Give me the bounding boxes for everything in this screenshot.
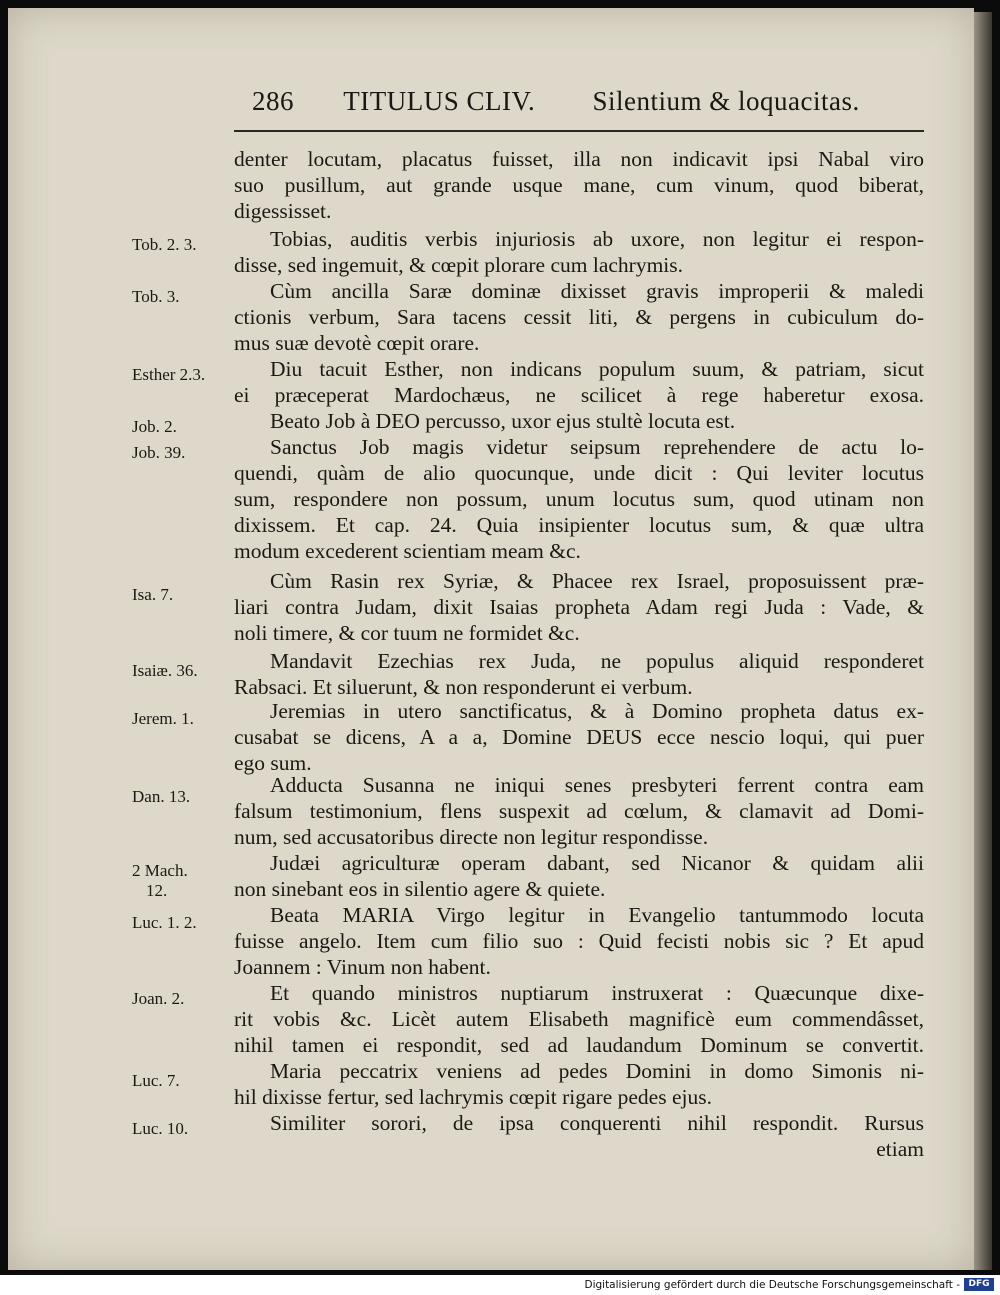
text-line: hil dixisse fertur, sed lachrymis cœpit rigare pedes ejus. [234, 1085, 712, 1109]
text-line: nihil tamen ei respondit, sed ad laudandum Dominum se convertit. [234, 1033, 924, 1057]
margin-reference: Job. 39. [132, 443, 186, 462]
chapter-subtitle: Silentium & loquacitas. [592, 86, 860, 116]
text-line: non sinebant eos in silentio agere & quiete. [234, 877, 606, 901]
margin-reference: Tob. 3. [132, 287, 180, 306]
text-line: Adducta Susanna ne iniqui senes presbyteri ferrent contra eam [270, 773, 924, 797]
text-line: ctionis verbum, Sara tacens cessit liti, & pergens in cubiculum do- [234, 305, 924, 329]
text-line: Diu tacuit Esther, non indicans populum suum, & patriam, sicut [270, 357, 924, 381]
margin-reference: Jerem. 1. [132, 709, 194, 728]
text-line: noli timere, & cor tuum ne formidet &c. [234, 621, 580, 645]
text-line: mus suæ devotè cœpit orare. [234, 331, 480, 355]
text-line: Rabsaci. Et siluerunt, & non responderunt ei verbum. [234, 675, 693, 699]
text-line: Et quando ministros nuptiarum instruxerat : Quæcunque dixe- [270, 981, 924, 1005]
text-line: falsum testimonium, flens suspexit ad cœlum, & clamavit ad Domi- [234, 799, 924, 823]
text-line: ego sum. [234, 751, 312, 775]
text-line: Maria peccatrix veniens ad pedes Domini in domo Simonis ni- [270, 1059, 924, 1083]
text-line: suo pusillum, aut grande usque mane, cum vinum, quod biberat, [234, 173, 924, 197]
text-line: sum, respondere non possum, unum locutus sum, quod utinam non [234, 487, 924, 511]
text-line: Cùm ancilla Saræ dominæ dixisset gravis improperii & maledi [270, 279, 924, 303]
text-line: quendi, quàm de alio quocunque, unde dicit : Qui leviter locutus [234, 461, 924, 485]
text-line: num, sed accusatoribus directe non legitur respondisse. [234, 825, 709, 849]
margin-reference: Luc. 10. [132, 1119, 189, 1138]
margin-reference: Job. 2. [132, 417, 177, 436]
text-line: Cùm Rasin rex Syriæ, & Phacee rex Israel, proposuissent præ- [270, 569, 924, 593]
text-line: Jeremias in utero sanctificatus, & à Domino propheta datus ex- [270, 699, 924, 723]
catchword: etiam [876, 1137, 924, 1161]
margin-reference: Esther 2.3. [132, 365, 206, 384]
text-line: Sanctus Job magis videtur seipsum reprehendere de actu lo- [270, 435, 924, 459]
dfg-logo: DFG [964, 1278, 994, 1291]
margin-reference: 12. [146, 881, 168, 900]
margin-reference: Isaiæ. 36. [132, 661, 198, 680]
margin-reference: Isa. 7. [132, 585, 174, 604]
text-line: Beato Job à DEO percusso, uxor ejus stultè locuta est. [270, 409, 736, 433]
text-line: cusabat se dicens, A a a, Domine DEUS ecce nescio loqui, qui puer [234, 725, 924, 749]
text-line: Judæi agriculturæ operam dabant, sed Nicanor & quidam alii [270, 851, 924, 875]
text-line: liari contra Judam, dixit Isaias propheta Adam regi Juda : Vade, & [234, 595, 924, 619]
text-line: Mandavit Ezechias rex Juda, ne populus aliquid responderet [270, 649, 924, 673]
text-line: Beata MARIA Virgo legitur in Evangelio tantummodo locuta [270, 903, 924, 927]
margin-reference: Joan. 2. [132, 989, 185, 1008]
text-line: ei præceperat Mardochæus, ne scilicet à rege haberetur exosa. [234, 383, 924, 407]
text-line: dixissem. Et cap. 24. Quia insipienter locutus sum, & quæ ultra [234, 513, 924, 537]
text-line: Tobias, auditis verbis injuriosis ab uxore, non legitur ei respon- [270, 227, 924, 251]
margin-reference: Luc. 1. 2. [132, 913, 197, 932]
text-line: Similiter sorori, de ipsa conquerenti nihil respondit. Rursus [270, 1111, 924, 1135]
text-line: modum excederent scientiam meam &c. [234, 539, 581, 563]
margin-reference: Tob. 2. 3. [132, 235, 197, 254]
text-line: rit vobis &c. Licèt autem Elisabeth magnificè eum commendâsset, [234, 1007, 924, 1031]
margin-reference: Luc. 7. [132, 1071, 180, 1090]
margin-reference: Dan. 13. [132, 787, 191, 806]
chapter-title: TITULUS CLIV. [343, 86, 536, 116]
text-line: disse, sed ingemuit, & cœpit plorare cum lachrymis. [234, 253, 684, 277]
footer-credit: Digitalisierung gefördert durch die Deutsche Forschungsgemeinschaft - [584, 1279, 960, 1291]
margin-reference: 2 Mach. [132, 861, 188, 880]
text-line: denter locutam, placatus fuisset, illa non indicavit ipsi Nabal viro [234, 147, 924, 171]
text-line: Joannem : Vinum non habent. [234, 955, 491, 979]
text-line: fuisse angelo. Item cum filio suo : Quid fecisti nobis sic ? Et apud [234, 929, 924, 953]
text-line: digessisset. [234, 199, 332, 223]
page-number: 286 [252, 86, 294, 116]
